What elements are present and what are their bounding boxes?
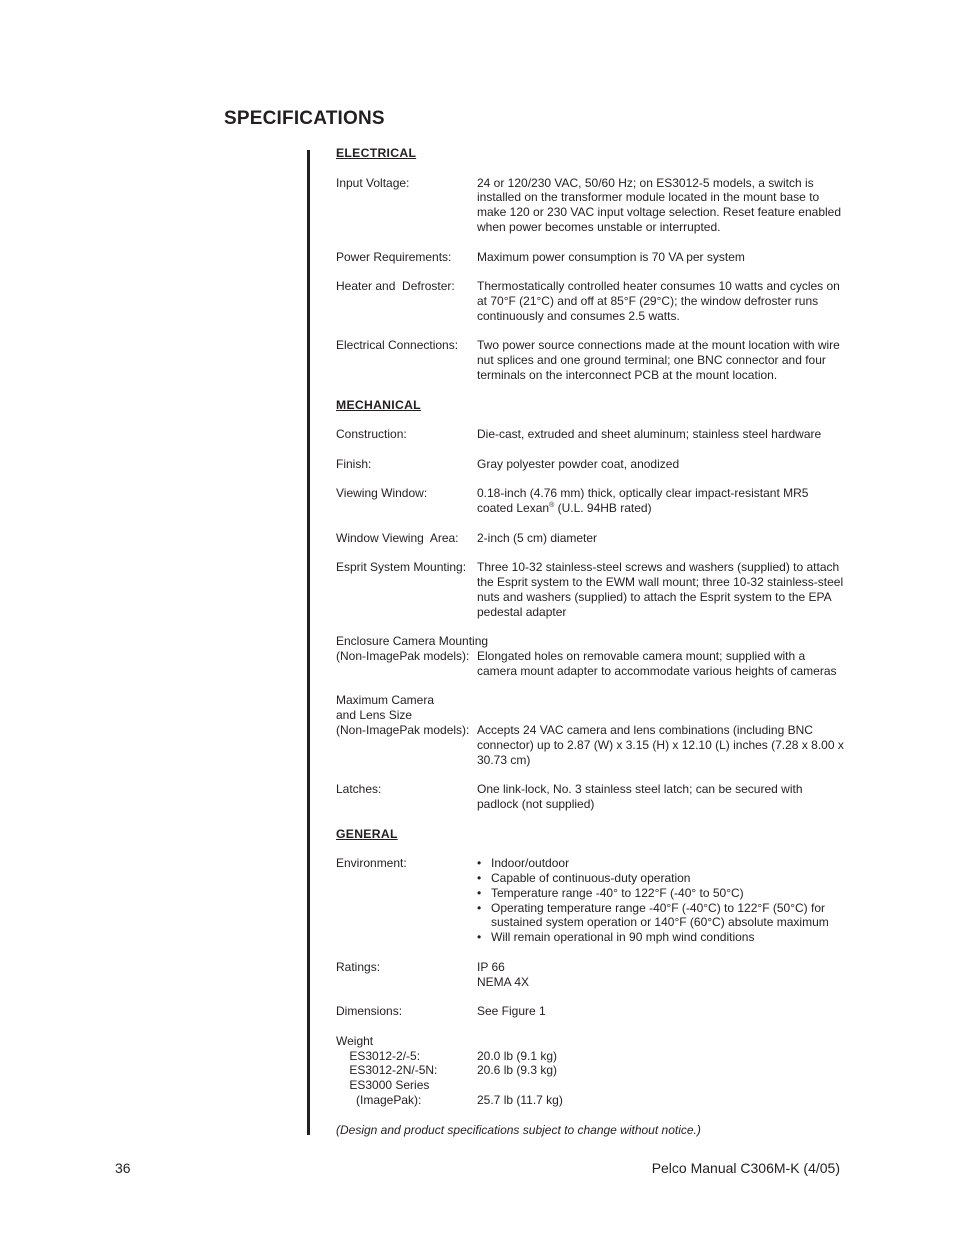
spec-row-environment — [336, 856, 846, 945]
spec-value: Accepts 24 VAC camera and lens combinations (including BNC connector) up to 2.87 (W) x 3.15 (H) x 12.10 (L) inches (7.28 x 8.00 x 30.73 cm) — [477, 723, 844, 767]
list-item: • Will remain operational in 90 mph wind conditions — [477, 930, 846, 945]
weight-model: (ImagePak): — [336, 1093, 422, 1107]
spec-row-viewing-window — [336, 486, 846, 516]
rating-nema: NEMA 4X — [477, 974, 530, 989]
weight-row — [336, 1063, 846, 1078]
weight-model: ES3000 Series — [336, 1078, 430, 1093]
spec-row-dimensions — [336, 1004, 846, 1019]
spec-row-weight — [336, 1034, 846, 1108]
list-item: • Indoor/outdoor — [477, 856, 846, 871]
spec-label: Finish: — [336, 456, 372, 471]
spec-label: Esprit System Mounting: — [336, 560, 467, 575]
spec-value — [477, 856, 846, 945]
spec-label: Dimensions: — [336, 1004, 403, 1019]
page-title: SPECIFICATIONS — [224, 108, 385, 129]
spec-label: Enclosure Camera Mounting — [336, 634, 489, 649]
section-heading-electrical: ELECTRICAL — [336, 146, 417, 160]
margin-rule — [307, 150, 310, 1135]
spec-label: Construction: — [336, 427, 407, 442]
spec-value: One link-lock, No. 3 stainless steel latch; can be secured with padlock (not supplied) — [477, 782, 803, 812]
spec-value: Maximum power consumption is 70 VA per system — [477, 249, 745, 264]
spec-value: 24 or 120/230 VAC, 50/60 Hz; on ES3012-5 models, a switch is installed on the transformer module located in the mount base to make 120 or 230 VAC input voltage selection. Reset feature enabled when power becomes unstable or interrupted. — [477, 175, 842, 234]
spec-value — [477, 960, 846, 990]
environment-list — [477, 856, 846, 945]
registered-mark: ® — [549, 502, 555, 510]
weight-model: ES3012-2N/-5N: — [336, 1063, 438, 1078]
spec-label: Viewing Window: — [336, 486, 428, 501]
weight-row — [336, 1093, 846, 1108]
spec-label: Weight — [336, 1033, 374, 1048]
spec-label: and Lens Size — [336, 708, 413, 723]
spec-value: 2-inch (5 cm) diameter — [477, 530, 598, 545]
weight-value — [477, 1078, 846, 1093]
spec-disclaimer: (Design and product specifications subject to change without notice.) — [336, 1122, 701, 1137]
spec-row-window-area — [336, 531, 846, 546]
spec-value: Die-cast, extruded and sheet aluminum; stainless steel hardware — [477, 427, 822, 442]
spec-label: Input Voltage: — [336, 175, 410, 190]
spec-row-finish — [336, 457, 846, 472]
spec-row-power — [336, 250, 846, 265]
spec-value-text: 0.18-inch (4.76 mm) thick, optically clear impact-resistant MR5 coated Lexan — [477, 486, 809, 516]
spec-label: Power Requirements: — [336, 249, 452, 264]
section-heading-general: GENERAL — [336, 826, 398, 841]
spec-label: Electrical Connections: — [336, 338, 459, 353]
spec-row-input-voltage — [336, 176, 846, 235]
spec-label: Heater and Defroster: — [336, 279, 455, 294]
rating-ip: IP 66 — [477, 959, 505, 974]
spec-row-esprit-mounting — [336, 560, 846, 619]
spec-label: Latches: — [336, 782, 382, 797]
spec-label: Ratings: — [336, 959, 381, 974]
manual-reference: Pelco Manual C306M-K (4/05) — [651, 1160, 840, 1176]
spec-row-latches — [336, 782, 846, 812]
list-item: • Temperature range -40° to 122°F (-40° to 50°C) — [477, 886, 846, 901]
section-heading-mechanical: MECHANICAL — [336, 397, 421, 412]
spec-row-max-camera — [336, 693, 846, 767]
spec-value — [477, 486, 846, 516]
weight-row — [336, 1078, 846, 1093]
weight-row — [336, 1049, 846, 1064]
spec-value: Two power source connections made at the mount location with wire nut splices and one ground terminal; one BNC connector and four terminals on the interconnect PCB at the mount location. — [477, 338, 840, 382]
spec-value: Gray polyester powder coat, anodized — [477, 456, 680, 471]
list-item: • Operating temperature range -40°F (-40°C) to 122°F (50°C) for sustained system operation or 140°F (60°C) absolute maximum — [477, 901, 846, 931]
spec-row-camera-mounting — [336, 634, 846, 678]
spec-value: Elongated holes on removable camera mount; supplied with a camera mount adapter to accommodate various heights of cameras — [477, 649, 837, 678]
weight-value: 25.7 lb (11.7 kg) — [477, 1093, 563, 1107]
weight-value: 20.0 lb (9.1 kg) — [477, 1048, 558, 1063]
list-item: • Capable of continuous-duty operation — [477, 871, 846, 886]
spec-label: Environment: — [336, 856, 407, 871]
weight-value: 20.6 lb (9.3 kg) — [477, 1063, 558, 1078]
spec-row-heater — [336, 279, 846, 323]
spec-label: (Non-ImagePak models): — [336, 723, 470, 738]
spec-value: Three 10-32 stainless-steel screws and washers (supplied) to attach the Esprit system to the EWM wall mount; three 10-32 stainless-steel nuts and washers (supplied) to attach the Esprit system to the EPA pedestal adapter — [477, 560, 844, 619]
spec-content — [336, 146, 846, 1137]
spec-row-construction — [336, 427, 846, 442]
spec-row-connections — [336, 338, 846, 382]
spec-label: Window Viewing Area: — [336, 530, 459, 545]
spec-label: (Non-ImagePak models): — [336, 649, 470, 664]
spec-row-ratings — [336, 960, 846, 990]
page-number: 36 — [115, 1160, 131, 1176]
spec-value-text: (U.L. 94HB rated) — [554, 501, 652, 516]
spec-value: See Figure 1 — [477, 1004, 546, 1019]
spec-label: Maximum Camera — [336, 693, 435, 708]
weight-model: ES3012-2/-5: — [336, 1048, 421, 1063]
spec-value: Thermostatically controlled heater consumes 10 watts and cycles on at 70°F (21°C) and off at 85°F (29°C); the window defroster runs continuously and consumes 2.5 watts. — [477, 279, 840, 323]
